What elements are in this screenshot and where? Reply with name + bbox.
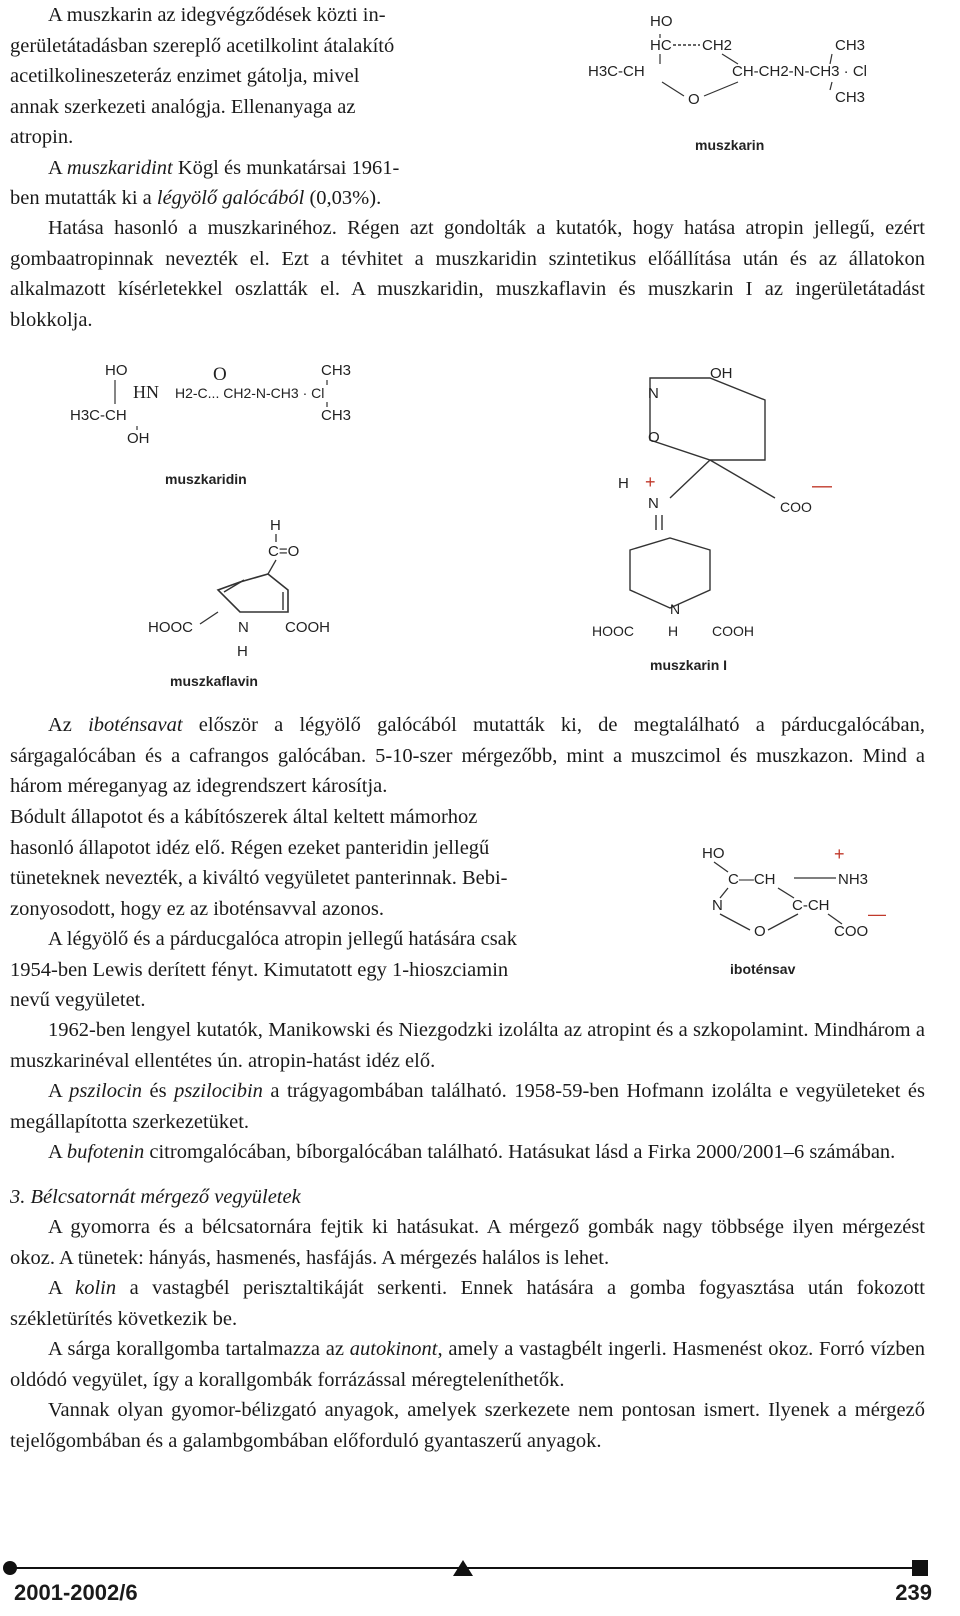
svg-text:COO: COO xyxy=(780,499,812,515)
svg-text:N: N xyxy=(238,619,249,636)
footer-circle-icon xyxy=(3,1561,17,1575)
svg-text:CH2: CH2 xyxy=(702,37,733,54)
svg-text:CH3: CH3 xyxy=(835,37,866,54)
narrow-column xyxy=(10,802,650,1016)
svg-text:H3C-CH: H3C-CH xyxy=(588,63,645,80)
svg-text:C-CH: C-CH xyxy=(792,897,830,914)
figure-ibotensav xyxy=(698,840,898,980)
figure-muszkarin-i xyxy=(590,360,850,680)
svg-text:HN: HN xyxy=(133,382,159,402)
paragraph-korallgomba: A sárga korallgomba tartalmazza az autokinont, amely a vastagbélt ingerli. Hasmenést okoz. Forró vízben oldódó vegyület, így a korallgombák forrázással méregteleníthetők. xyxy=(10,1338,925,1391)
paragraph-pszilocin: A pszilocin és pszilocibin a trágyagombában található. 1958-59-ben Hofmann izolálta e vegyületeket és megállapította szerkezetüket. xyxy=(10,1080,925,1133)
svg-text:HO: HO xyxy=(105,362,128,379)
paragraph-kolin: A kolin a vastagbél perisztaltikáját serkenti. Ennek hatására a gomba fogyasztása után fokozott székletürítés következik be. xyxy=(10,1277,925,1330)
figure-muszkaflavin xyxy=(140,512,380,692)
svg-text:N: N xyxy=(712,897,723,914)
svg-text:—: — xyxy=(868,904,886,924)
svg-text:CH3: CH3 xyxy=(835,89,866,106)
figure-muszkaridin xyxy=(65,358,415,493)
body-lower xyxy=(10,1015,925,1456)
svg-text:HOOC: HOOC xyxy=(148,619,193,636)
svg-text:H3C-CH: H3C-CH xyxy=(70,407,127,424)
intro-paragraph xyxy=(10,0,475,214)
paragraph-ibotensav: Az iboténsavat először a légyölő galócából mutatták ki, de megtalálható a párducgalócában, sárgagalócában és a cafrangos galócában. 5-10-szer mérgezőbb, mint a muszcimol és muszkazon. Mind a három méreganyag az idegrendszert károsítja. xyxy=(10,714,925,797)
svg-text:OH: OH xyxy=(710,365,733,382)
svg-text:+: + xyxy=(834,844,845,864)
svg-text:+: + xyxy=(645,472,656,492)
svg-text:H: H xyxy=(668,623,679,639)
svg-text:O: O xyxy=(754,923,766,940)
paragraph-bodult: Bódult állapotot és a kábítószerek által keltett mámorhoz hasonló állapotot idéz elő. Régen ezeket panteridin jellegű tüneteknek nevezték, a kiváltó vegyületet panterinnak. Bebi- zonyosodott, hogy ez az iboténsavval azonos. xyxy=(10,806,508,920)
svg-text:N: N xyxy=(648,385,659,402)
label-muszkarin-i: muszkarin I xyxy=(650,657,728,673)
paragraph-gyantaszeru: Vannak olyan gyomor-bélizgató anyagok, amelyek szerkezete nem pontosan ismert. Ilyenek a mérgező tejelőgombában és a galambgombában előforduló gyantaszerű anyagok. xyxy=(10,1399,925,1452)
svg-text:H: H xyxy=(618,475,629,492)
paragraph-lewis: A légyölő és a párducgalóca atropin jellegű hatására csak 1954-ben Lewis derített fényt. Kimutatott egy 1-hioszciamin nevű vegyületet. xyxy=(10,928,518,1011)
paragraph-muszkaridin-intro: A muszkaridint Kögl és munkatársai 1961- ben mutatták ki a légyölő galócából (0,03%). xyxy=(10,156,400,209)
svg-text:OH: OH xyxy=(127,430,150,447)
svg-text:N: N xyxy=(670,601,681,617)
paragraph-hatas: Hatása hasonló a muszkarinéhoz. Régen azt gondolták a kutatók, hogy hatása atropin jellegű, ezért gombaatropinnak nevezték el. Ezt a tévhitet a muszkaridin szintetikus előállítása után és az állatokon alkalmazott kísérletekkel oszlatták el. A muszkaridin, muszkaflavin és muszkarin I az ingerületátadást blokkolja. xyxy=(10,217,925,331)
section-heading: 3. Bélcsatornát mérgező vegyületek xyxy=(10,1185,301,1208)
svg-text:COOH: COOH xyxy=(712,623,754,639)
label-muszkaflavin: muszkaflavin xyxy=(170,673,258,689)
svg-text:O: O xyxy=(648,429,660,446)
svg-text:N: N xyxy=(648,495,659,512)
footer-square-icon xyxy=(912,1560,928,1576)
page-number: 239 xyxy=(895,1580,932,1605)
paragraph-bufotenin: A bufotenin citromgalócában, bíborgalócában található. Hatásukat lásd a Firka 2000/2001–6 számában. xyxy=(48,1141,896,1163)
svg-text:HOOC: HOOC xyxy=(592,623,634,639)
svg-text:HO: HO xyxy=(650,13,673,30)
svg-text:COOH: COOH xyxy=(285,619,330,636)
label-muszkaridin: muszkaridin xyxy=(165,471,247,487)
footer-rule xyxy=(0,1560,960,1580)
svg-text:—: — xyxy=(812,475,832,497)
svg-text:HO: HO xyxy=(702,845,725,862)
svg-text:O: O xyxy=(213,364,227,385)
svg-text:CH-CH2-N-CH3 · Cl: CH-CH2-N-CH3 · Cl xyxy=(732,63,867,80)
svg-text:COO: COO xyxy=(834,923,869,940)
issue-number: 2001-2002/6 xyxy=(14,1580,138,1605)
label-ibotensav: iboténsav xyxy=(730,961,796,977)
svg-text:CH3: CH3 xyxy=(321,407,352,424)
svg-text:H: H xyxy=(270,517,281,534)
svg-text:NH3: NH3 xyxy=(838,871,869,888)
svg-text:HC: HC xyxy=(650,37,672,54)
paragraph-lengyel: 1962-ben lengyel kutatók, Manikowski és Niezgodzki izolálta az atropint és a szkopolamint. Mindhárom a muszkarinéval ellentétes ún. atropin-hatást idéz elő. xyxy=(10,1019,925,1072)
svg-text:H: H xyxy=(237,643,248,660)
svg-text:CH3: CH3 xyxy=(321,362,352,379)
page-footer xyxy=(0,1560,960,1616)
svg-text:H2-C... CH2-N-CH3 · Cl: H2-C... CH2-N-CH3 · Cl xyxy=(175,385,325,401)
paragraph-gyomor: A gyomorra és a bélcsatornára fejtik ki hatásukat. A mérgező gombák nagy többsége ilyen mérgezést okoz. A tünetek: hányás, hasmenés, hasfájás. A mérgezés halálos is lehet. xyxy=(10,1216,925,1269)
paragraph-muszkarin: A muszkarin az idegvégződések közti in- gerületátadásban szereplő acetilkolint átalakító acetilkolineszeteráz enzimet gátolja, mivel annak szerkezeti analógja. Ellenanyaga az atropin. xyxy=(10,4,395,148)
svg-text:C=O: C=O xyxy=(268,543,300,560)
svg-text:O: O xyxy=(688,91,700,108)
svg-text:C—CH: C—CH xyxy=(728,871,776,888)
figure-muszkarin xyxy=(580,8,930,158)
label-muszkarin: muszkarin xyxy=(695,137,765,153)
